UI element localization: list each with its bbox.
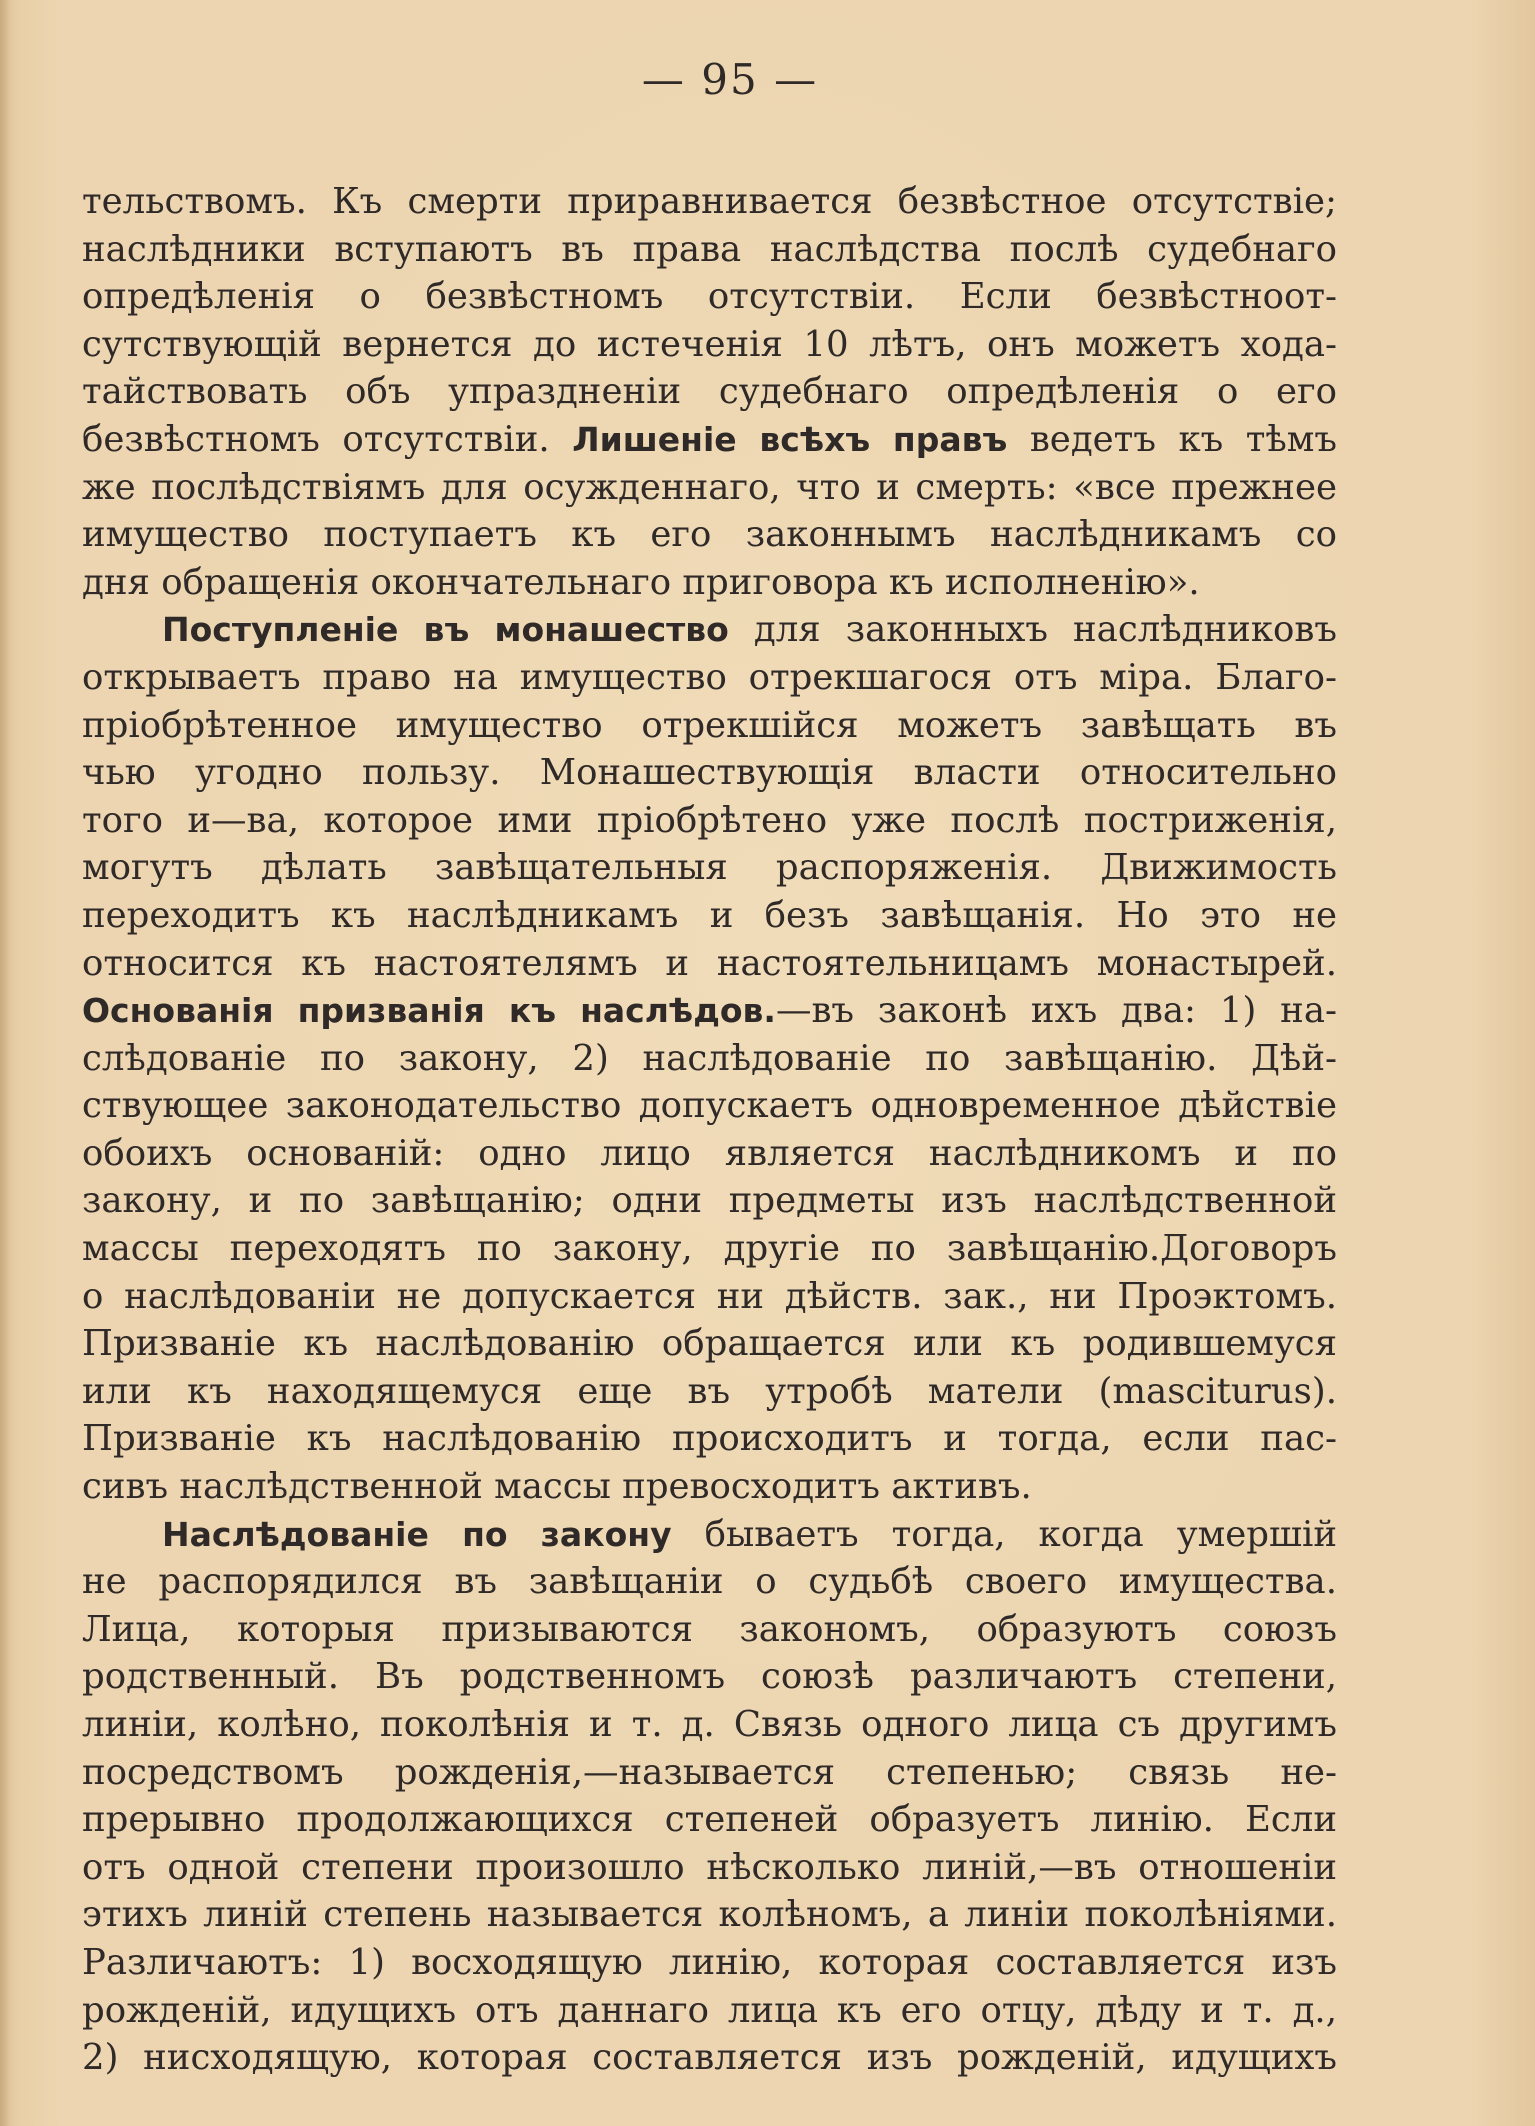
text-line: Призваніе къ наслѣдованію происходитъ и тогда, если пас- bbox=[82, 1418, 1337, 1460]
text-fragment: бываетъ тогда, когда умершій bbox=[671, 1513, 1337, 1555]
text-line: отъ одной степени произошло нѣсколько линій,—въ отношеніи bbox=[82, 1846, 1337, 1888]
text-line: тельствомъ. Къ смерти приравнивается безвѣстное отсутствіе; bbox=[82, 181, 1337, 222]
section-heading: Лишеніе всѣхъ правъ bbox=[572, 419, 1008, 459]
text-line: родственный. Въ родственномъ союзѣ различаютъ степени, bbox=[82, 1656, 1337, 1698]
text-line: посредствомъ рожденія,—называется степенью; связь не- bbox=[82, 1751, 1337, 1793]
text-fragment: ведетъ къ тѣмъ bbox=[1007, 418, 1337, 460]
text-line: дня обращенія окончательнаго приговора къ исполненію». bbox=[82, 561, 1200, 603]
text-fragment: безвѣстномъ отсутствіи. bbox=[82, 418, 573, 460]
text-line: чью угодно пользу. Монашествующія власти относительно bbox=[82, 752, 1337, 794]
text-line: закону, и по завѣщанію; одни предметы изъ наслѣдственной bbox=[82, 1180, 1337, 1222]
text-line: Различаютъ: 1) восходящую линію, которая составляется изъ bbox=[82, 1941, 1337, 1983]
text-line: переходитъ къ наслѣдникамъ и безъ завѣщанія. Но это не bbox=[82, 894, 1337, 936]
text-line: же послѣдствіямъ для осужденнаго, что и смерть: «все прежнее bbox=[82, 466, 1337, 508]
body-text bbox=[82, 178, 1337, 2082]
text-line: ствующее законодательство допускаетъ одновременное дѣйствіе bbox=[82, 1085, 1337, 1127]
text-line: открываетъ право на имущество отрекшагося отъ міра. Благо- bbox=[82, 656, 1337, 698]
text-line bbox=[82, 1511, 1337, 1559]
section-heading: Поступленіе въ монашество bbox=[162, 610, 729, 650]
text-line: сивъ наслѣдственной массы превосходитъ активъ. bbox=[82, 1466, 1032, 1508]
text-line: этихъ линій степень называется колѣномъ, а линіи поколѣніями. bbox=[82, 1894, 1337, 1936]
text-line: имущество поступаетъ къ его законнымъ наслѣдникамъ со bbox=[82, 514, 1337, 556]
text-line: относится къ настоятелямъ и настоятельницамъ монастырей. bbox=[82, 942, 1337, 984]
text-line: могутъ дѣлать завѣщательныя распоряженія. Движимость bbox=[82, 847, 1337, 889]
text-fragment: для законныхъ наслѣдниковъ bbox=[728, 609, 1337, 651]
text-line: не распорядился въ завѣщаніи о судьбѣ своего имущества. bbox=[82, 1561, 1337, 1603]
text-line: массы переходятъ по закону, другіе по завѣщанію.Договоръ bbox=[82, 1228, 1337, 1270]
text-line: 2) нисходящую, которая составляется изъ рожденій, идущихъ bbox=[82, 2037, 1337, 2079]
text-line: слѣдованіе по закону, 2) наслѣдованіе по завѣщанію. Дѣй- bbox=[82, 1037, 1337, 1079]
text-line bbox=[82, 987, 1337, 1035]
text-line: или къ находящемуся еще въ утробѣ матели (masciturus). bbox=[82, 1370, 1337, 1412]
page-spine-shadow bbox=[0, 0, 10, 2126]
text-line: Призваніе къ наслѣдованію обращается или къ родившемуся bbox=[82, 1323, 1337, 1365]
text-line: сутствующій вернется до истеченія 10 лѣтъ, онъ можетъ хода- bbox=[82, 323, 1337, 365]
text-line: Лица, которыя призываются закономъ, образуютъ союзъ bbox=[82, 1608, 1337, 1650]
text-line: обоихъ основаній: одно лицо является наслѣдникомъ и по bbox=[82, 1132, 1337, 1174]
text-line: прерывно продолжающихся степеней образуетъ линію. Если bbox=[82, 1799, 1337, 1841]
text-line: наслѣдники вступаютъ въ права наслѣдства послѣ судебнаго bbox=[82, 228, 1337, 270]
text-line: о наслѣдованіи не допускается ни дѣйств. зак., ни Проэктомъ. bbox=[82, 1275, 1337, 1317]
section-heading: Основанія призванія къ наслѣдов. bbox=[82, 991, 776, 1031]
text-line: того и—ва, которое ими пріобрѣтено уже послѣ постриженія, bbox=[82, 799, 1337, 841]
text-line: рожденій, идущихъ отъ даннаго лица къ его отцу, дѣду и т. д., bbox=[82, 1989, 1337, 2031]
text-line: пріобрѣтенное имущество отрекшійся можетъ завѣщать въ bbox=[82, 704, 1337, 746]
text-line bbox=[82, 606, 1337, 654]
text-line bbox=[82, 416, 1337, 464]
text-line: линіи, колѣно, поколѣнія и т. д. Связь одного лица съ другимъ bbox=[82, 1704, 1337, 1745]
text-fragment: —въ законѣ ихъ два: 1) на- bbox=[775, 990, 1337, 1032]
text-line: опредѣленія о безвѣстномъ отсутствіи. Если безвѣстноот- bbox=[82, 276, 1337, 318]
page-number: — 95 — bbox=[641, 55, 819, 104]
text-line: тайствовать объ упраздненіи судебнаго опредѣленія о его bbox=[82, 371, 1337, 413]
section-heading: Наслѣдованіе по закону bbox=[162, 1514, 672, 1554]
